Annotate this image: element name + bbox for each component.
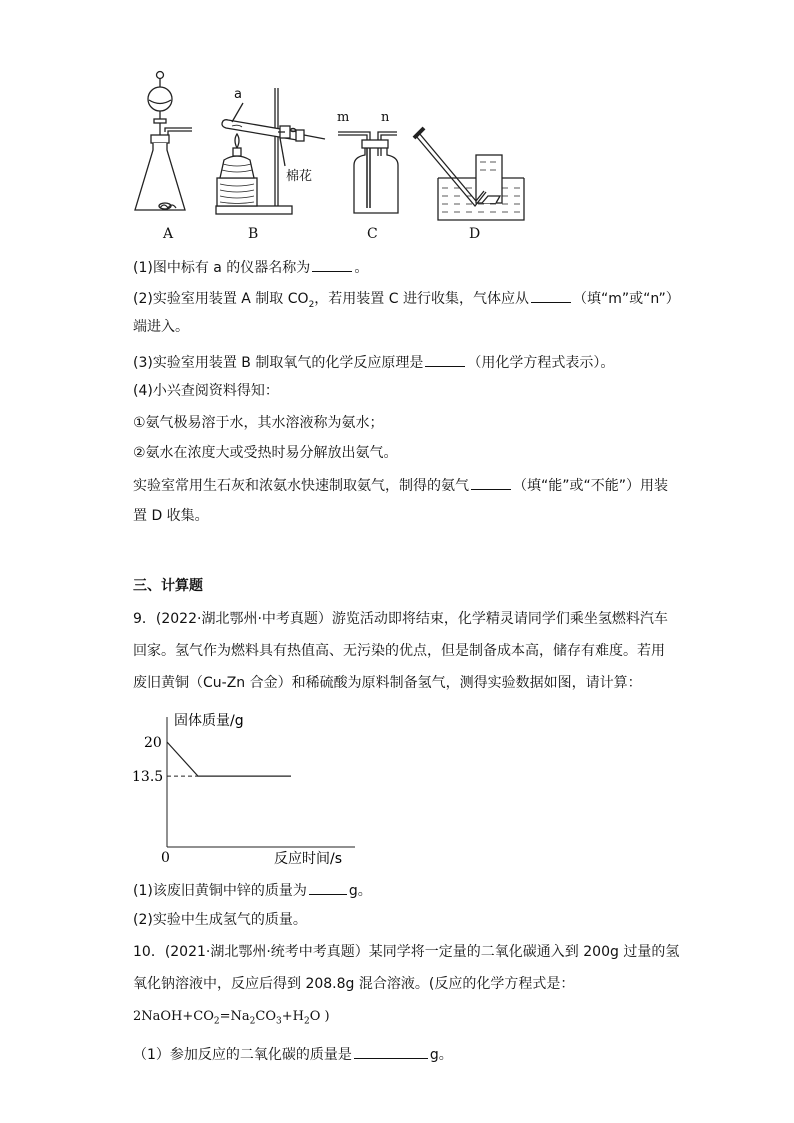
y-axis-label: 固体质量/g	[174, 713, 244, 729]
mass-time-chart	[130, 705, 370, 870]
q10-part1: （1）参加反应的二氧化碳的质量是 g。	[133, 1044, 453, 1064]
label-m: m	[337, 110, 350, 125]
apparatus-label-c: C	[367, 226, 378, 242]
q8-part4: (4)小兴查阅资料得知：	[133, 383, 279, 399]
q9-line2: 回家。氢气作为燃料具有热值高、无污染的优点，但是制备成本高，储存有难度。若用	[133, 643, 665, 659]
label-n: n	[381, 110, 390, 125]
q10-equation: $2NaOH+CO_2=Na_2CO_3+H_2O$ )	[133, 1009, 330, 1027]
q9-line1: 9．(2022·湖北鄂州·中考真题）游览活动即将结束，化学精灵请同学们乘坐氢燃料汽车	[133, 611, 668, 627]
q8-part1: (1)图中标有 a 的仪器名称为 。	[133, 257, 368, 277]
q8-part4-line4: 置 D 收集。	[133, 508, 209, 524]
x-axis-label: 反应时间/s	[274, 851, 343, 867]
q8-part4-item2: ②氨水在浓度大或受热时易分解放出氨气。	[133, 445, 398, 461]
y-tick-label: 13.5	[132, 769, 164, 786]
origin-label: 0	[161, 850, 170, 866]
q10-line1: 10．(2021·湖北鄂州·统考中考真题）某同学将一定量的二氧化碳通入到 200g 过量的氢	[133, 944, 680, 960]
answer-blank[interactable]	[531, 288, 571, 303]
q9-part2: (2)实验中生成氢气的质量。	[133, 912, 307, 928]
apparatus-c	[338, 132, 398, 213]
q8-part2-cont: 端进入。	[133, 319, 189, 335]
answer-blank[interactable]	[312, 257, 352, 272]
y-tick-label: 20	[144, 735, 162, 751]
q8-part3: (3)实验室用装置 B 制取氧气的化学反应原理是 （用化学方程式表示）。	[133, 352, 614, 372]
series-line	[167, 742, 291, 776]
q8-part2: (2)实验室用装置 A 制取 $CO_2$，若用装置 C 进行收集，气体应从 （填“m”或“n”）	[133, 288, 680, 314]
label-a-instrument: a	[234, 87, 242, 102]
apparatus-figure	[120, 60, 540, 225]
cotton-label: 棉花	[286, 169, 313, 184]
apparatus-label-b: B	[248, 226, 259, 242]
apparatus-b	[216, 88, 325, 214]
apparatus-d	[414, 128, 524, 220]
apparatus-label-d: D	[469, 226, 481, 242]
apparatus-label-a: A	[163, 226, 174, 242]
q8-part4-line3: 实验室常用生石灰和浓氨水快速制取氨气，制得的氨气 （填“能”或“不能”）用装	[133, 475, 668, 495]
answer-blank[interactable]	[309, 880, 347, 895]
answer-blank[interactable]	[471, 475, 511, 490]
q9-line3: 废旧黄铜（Cu-Zn 合金）和稀硫酸为原料制备氢气，测得实验数据如图，请计算：	[133, 675, 642, 691]
answer-blank[interactable]	[354, 1044, 428, 1059]
section-title: 三、计算题	[133, 578, 203, 594]
apparatus-a	[135, 72, 192, 211]
q9-part1: (1)该废旧黄铜中锌的质量为 g。	[133, 880, 372, 900]
q8-part4-item1: ①氨气极易溶于水，其水溶液称为氨水；	[133, 415, 384, 431]
q10-line2: 氧化钠溶液中，反应后得到 208.8g 混合溶液。(反应的化学方程式是：	[133, 976, 575, 992]
answer-blank[interactable]	[425, 352, 465, 367]
